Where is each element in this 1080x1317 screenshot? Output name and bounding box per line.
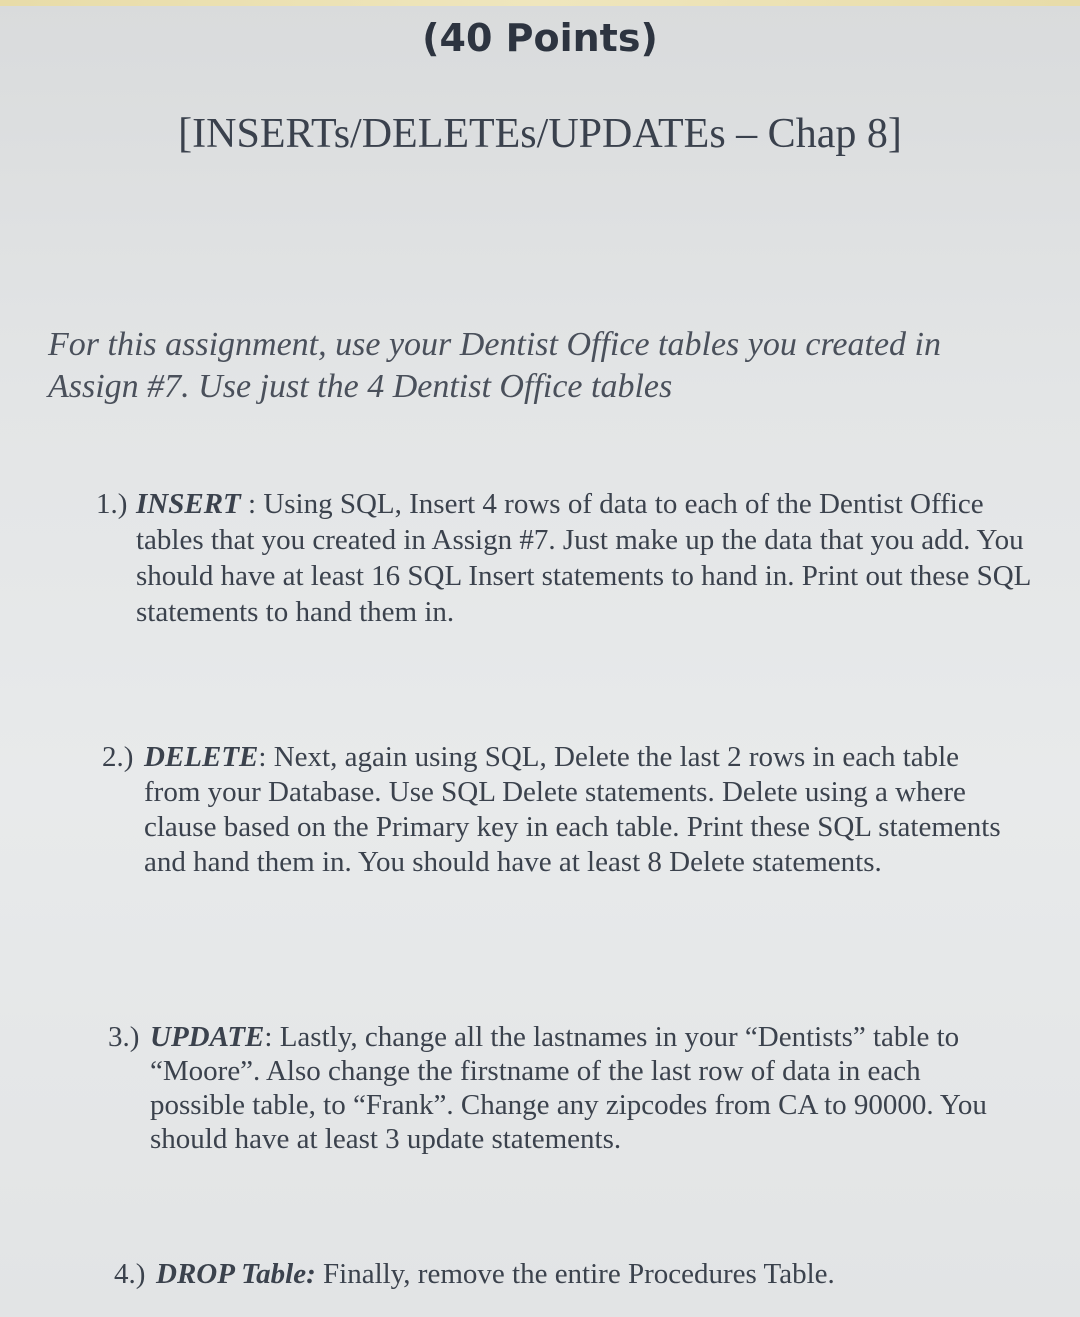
item-keyword: UPDATE: [150, 1021, 265, 1053]
top-edge-strip: [0, 0, 1080, 6]
intro-line-2: Assign #7. Use just the 4 Dentist Office tables: [48, 368, 673, 405]
points-heading: (40 Points): [422, 16, 658, 60]
item-number: 1.): [96, 488, 128, 520]
item-separator: :: [258, 741, 274, 773]
item-text: Lastly, change all the lastnames in your “Dentists” table to “Moore”. Also change the firstname of the last row of data in each possible table, to “Frank”. Change any zipcodes from CA to 90000. You should have at least 3 update statements.: [150, 1021, 987, 1155]
list-item-insert: [96, 486, 1036, 630]
item-text: Next, again using SQL, Delete the last 2 rows in each table from your Database. Use SQL Delete statements. Delete using a where clause based on the Primary key in each table. Print these SQL statements and hand them in. You should have at least 8 Delete statements.: [144, 741, 1001, 878]
item-text: Finally, remove the entire Procedures Table.: [323, 1258, 835, 1290]
item-separator: :: [264, 1021, 280, 1053]
item-keyword: INSERT: [136, 488, 241, 520]
item-number: 4.): [114, 1258, 146, 1290]
item-separator: :: [240, 488, 264, 520]
list-item-delete: [102, 740, 1022, 880]
list-item-update: [108, 1020, 1018, 1156]
item-number: 2.): [102, 741, 134, 773]
chapter-title: [INSERTs/DELETEs/UPDATEs – Chap 8]: [178, 111, 902, 157]
item-keyword: DROP Table:: [156, 1258, 316, 1290]
item-keyword: DELETE: [144, 741, 259, 773]
item-text: Using SQL, Insert 4 rows of data to each of the Dentist Office tables that you created in Assign #7. Just make up the data that you add. You should have at least 16 SQL Insert statements to hand in. Print out these SQL statements to hand them in.: [136, 488, 1031, 628]
assignment-intro: [48, 324, 1048, 408]
intro-line-1: For this assignment, use your Dentist Office tables you created in: [48, 326, 941, 363]
item-number: 3.): [108, 1021, 140, 1053]
list-item-drop-table: [114, 1256, 1014, 1292]
item-separator: [316, 1258, 323, 1290]
